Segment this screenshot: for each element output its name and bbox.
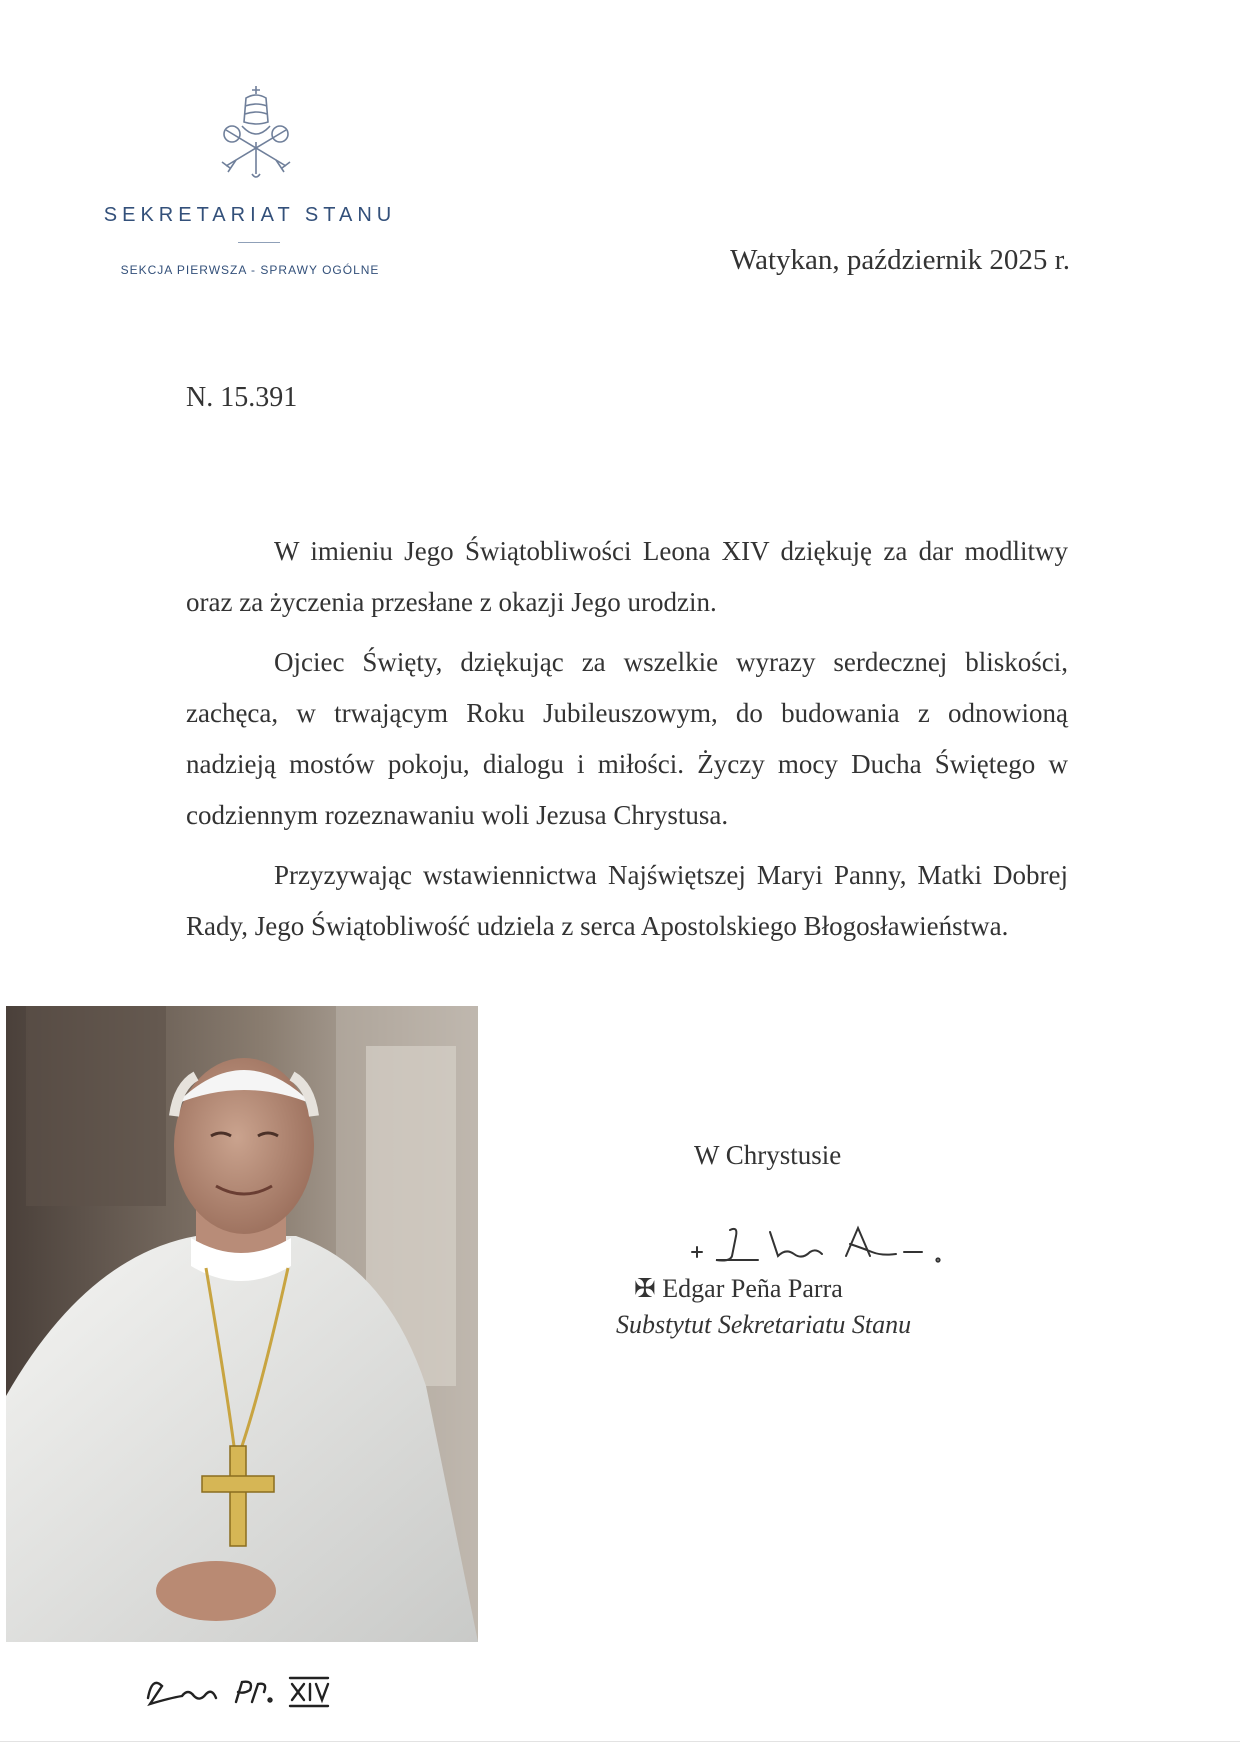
body-paragraph-2: Ojciec Święty, dziękując za wszelkie wyrazy serdecznej bliskości, zachęca, w trwającym Roku Jubileuszowym, do budowania z odnowioną nadzieją mostów pokoju, dialogu i miłości. Życzy mocy Ducha Świętego w codziennym rozeznawaniu woli Jezusa Chrystusa. xyxy=(186,647,1068,830)
handwritten-signature xyxy=(686,1222,946,1282)
letterhead-divider xyxy=(238,242,280,243)
body-paragraph-3: Przyzywając wstawiennictwa Najświętszej Maryi Panny, Matki Dobrej Rady, Jego Świątobliwość udziela z serca Apostolskiego Błogosławieństwa. xyxy=(186,860,1068,941)
organization-section: SEKCJA PIERWSZA - SPRAWY OGÓLNE xyxy=(120,263,380,277)
closing-salutation: W Chrystusie xyxy=(694,1140,842,1170)
body-paragraph-1: W imieniu Jego Świątobliwości Leona XIV dziękuję za dar modlitwy oraz za życzenia przesłane z okazji Jego urodzin. xyxy=(186,536,1068,617)
coat-of-arms-icon xyxy=(212,82,300,182)
photo-autograph xyxy=(140,1668,340,1718)
organization-name: SEKRETARIAT STANU xyxy=(103,204,397,226)
place-date: Watykan, październik 2025 r. xyxy=(730,244,1070,276)
page-bottom-edge xyxy=(0,1741,1240,1742)
reference-number: N. 15.391 xyxy=(186,382,298,413)
signer-title: Substytut Sekretariatu Stanu xyxy=(616,1310,912,1339)
signer-name: ✠ Edgar Peña Parra xyxy=(634,1274,843,1303)
letter-body xyxy=(186,526,1068,952)
pope-portrait-photo xyxy=(6,1006,478,1642)
